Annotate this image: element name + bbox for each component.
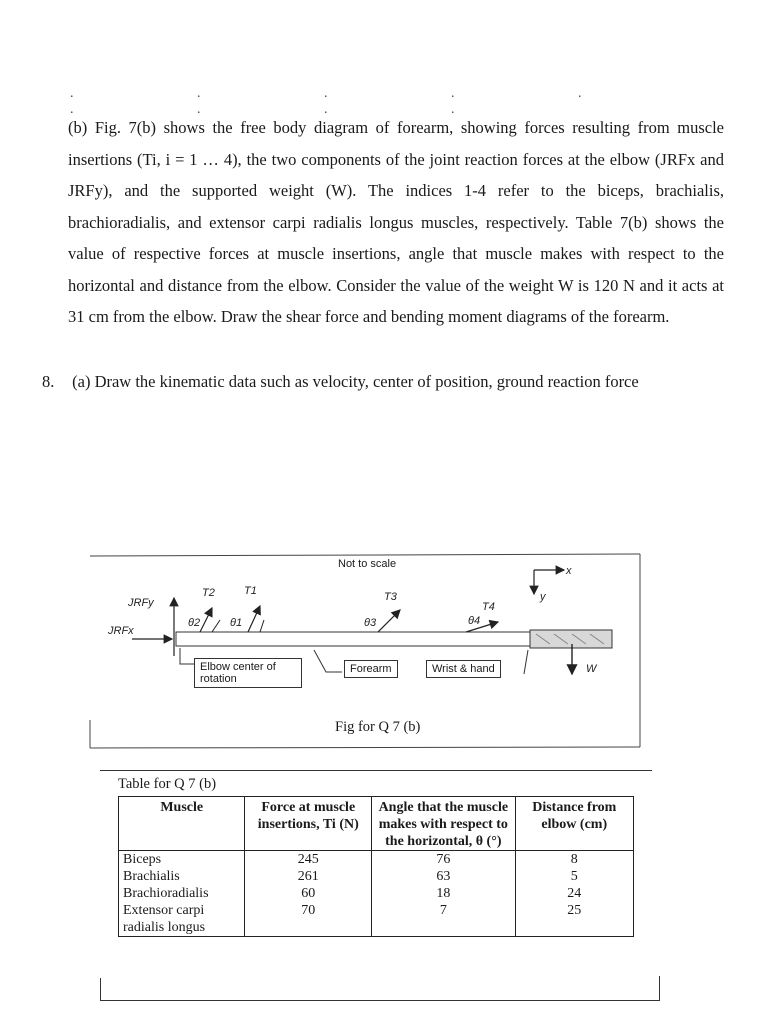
table-frame-bottom: [100, 1000, 660, 1001]
cell-force: 261: [245, 868, 372, 885]
theta4-label: θ4: [468, 615, 481, 627]
table-row: [119, 885, 634, 902]
cell-muscle: Brachioradialis: [119, 885, 245, 902]
table-row: [119, 851, 634, 869]
table-header-row: [119, 797, 634, 851]
forearm-box: Forearm: [344, 660, 398, 678]
cell-distance: 25: [515, 902, 633, 937]
cell-force: 70: [245, 902, 372, 937]
cell-angle: 18: [372, 885, 516, 902]
table-frame-right: [659, 976, 660, 1000]
figure-frame-bottom: [90, 747, 640, 748]
t2-label: T2: [202, 587, 215, 599]
cell-force: 245: [245, 851, 372, 869]
cell-distance: 8: [515, 851, 633, 869]
figure-caption: Fig for Q 7 (b): [335, 719, 421, 735]
cell-force: 60: [245, 885, 372, 902]
theta2-label: θ2: [188, 617, 201, 629]
table-frame-left: [100, 978, 101, 1000]
question-8-number: 8.: [42, 372, 55, 391]
w-label: W: [586, 663, 597, 675]
y-axis-label: y: [540, 591, 546, 603]
forearm-bar: [176, 632, 530, 646]
t1-label: T1: [244, 585, 257, 597]
jrf-y-label: JRFy: [128, 597, 154, 609]
elbow-center-box: Elbow center of rotation: [194, 658, 302, 688]
question-7b-text: (b) Fig. 7(b) shows the free body diagram of forearm, showing forces resulting from muscle insertions (Ti, i = 1 … 4), the two components of the joint reaction forces at the elbow (JRFx and JRFy), and the supported weight (W). The indices 1-4 refer to the biceps, brachialis, brachioradialis, and extensor carpi radialis longus muscles, respectively. Table 7(b) shows the value of respective forces at muscle insertions, angle that muscle makes with respect to the horizontal and distance from the elbow. Consider the value of the weight W is 120 N and it acts at 31 cm from the elbow. Draw the shear force and bending moment diagrams of the forearm.: [68, 118, 724, 326]
cell-muscle: Brachialis: [119, 868, 245, 885]
t3-label: T3: [384, 591, 397, 603]
theta1-label: θ1: [230, 617, 243, 629]
cell-muscle: Extensor carpi radialis longus: [119, 902, 245, 937]
wrist-hand-box: Wrist & hand: [426, 660, 501, 678]
cell-angle: 63: [372, 868, 516, 885]
wrist-leader: [524, 650, 528, 674]
header-force: Force at muscle insertions, Ti (N): [245, 797, 372, 851]
table-row: [119, 902, 634, 937]
t2-insertion: [212, 620, 220, 632]
muscle-data-table: [118, 796, 634, 937]
cut-off-text-line: . . . . . . . . .: [70, 86, 642, 117]
cell-angle: 76: [372, 851, 516, 869]
figure-frame-top: [90, 554, 640, 556]
theta3-label: θ3: [364, 617, 377, 629]
jrf-x-label: JRFx: [108, 625, 134, 637]
header-muscle: Muscle: [119, 797, 245, 851]
x-axis-label: x: [566, 565, 572, 577]
not-to-scale-note: Not to scale: [338, 558, 397, 570]
header-angle: Angle that the muscle makes with respect to the horizontal, θ (°): [372, 797, 516, 851]
cell-distance: 5: [515, 868, 633, 885]
t4-label: T4: [482, 601, 495, 613]
question-8-body: (a) Draw the kinematic data such as velocity, center of position, ground reaction force: [72, 372, 639, 391]
question-8-text: [42, 372, 732, 391]
t3-arrow: [378, 610, 400, 632]
forearm-leader: [314, 650, 342, 672]
cell-muscle: Biceps: [119, 851, 245, 869]
table-title: Table for Q 7 (b): [118, 776, 217, 792]
table-frame-top: [100, 770, 652, 771]
t1-arrow: [248, 606, 260, 632]
t1-insertion: [260, 620, 264, 632]
cell-angle: 7: [372, 902, 516, 937]
t2-arrow: [200, 608, 212, 632]
cell-distance: 24: [515, 885, 633, 902]
table-row: [119, 868, 634, 885]
header-distance: Distance from elbow (cm): [515, 797, 633, 851]
